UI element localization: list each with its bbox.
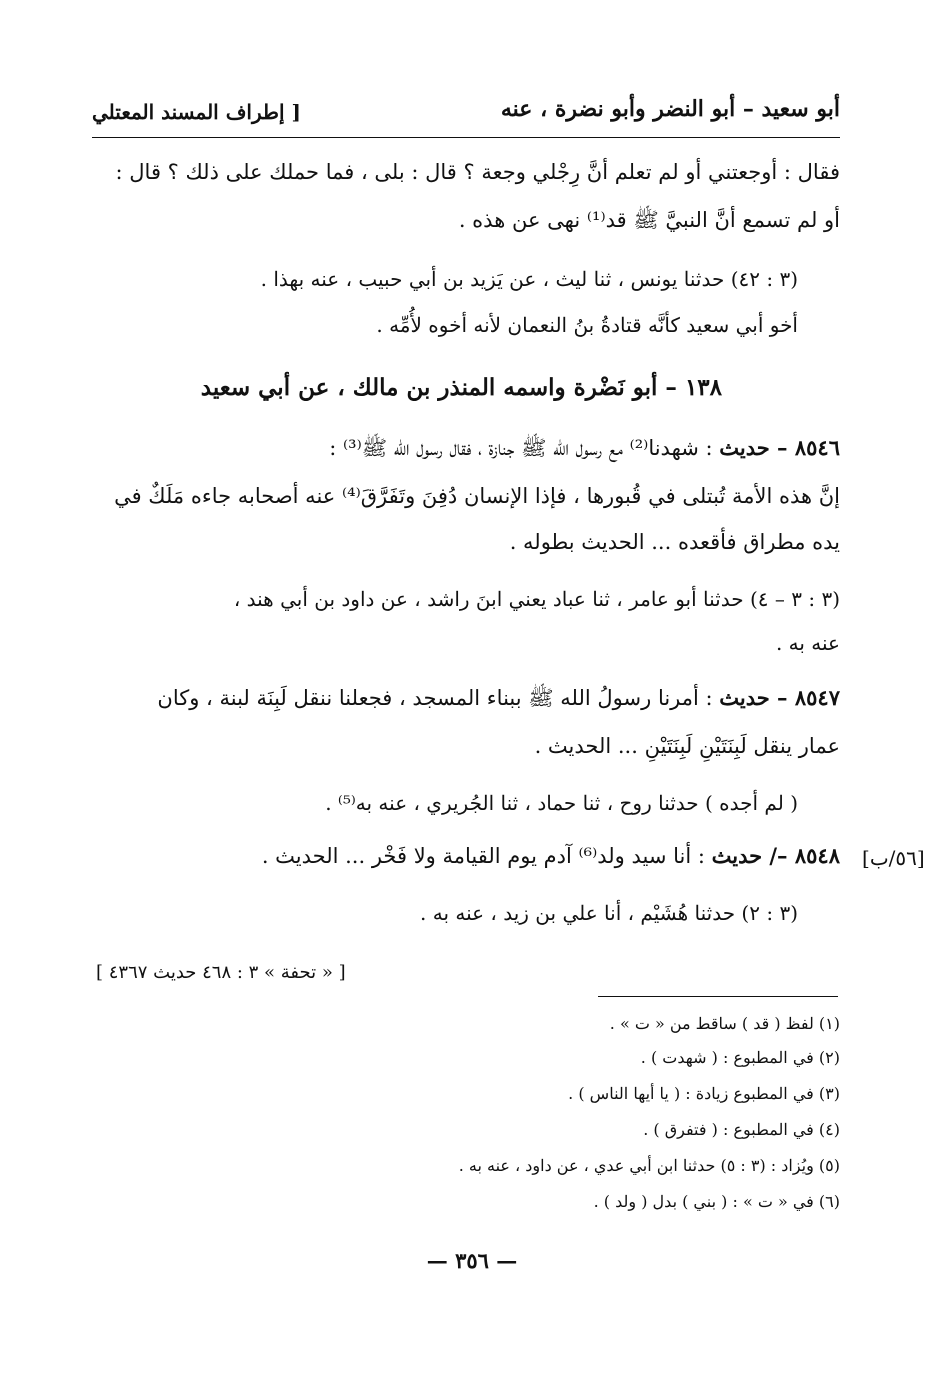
hadith-text: : شهدنا⁽²⁾ مع رسول الله ﷺ جنازة ، فقال رسول الله ﷺ⁽³⁾ :: [329, 436, 720, 460]
tuhfa-reference: [ « تحفة » ٣ : ٤٦٨ حديث ٤٣٦٧ ]: [96, 962, 346, 983]
isnad-line: عنه به .: [775, 631, 840, 655]
footnote: (٥) ويُزاد : (٣ : ٥) حدثنا ابن أبي عدي ، عن داود ، عنه به .: [458, 1156, 840, 1175]
isnad-line: أخو أبي سعيد كأنَّه قتادةُ بنُ النعمان لأنه أخوه لأُمِّه .: [376, 313, 798, 337]
body-line: عمار ينقل لَبِنَتَيْنِ لَبِنَتَيْنِ ... الحديث .: [534, 734, 840, 758]
page-number: — ٣٥٦ —: [426, 1248, 518, 1273]
isnad-line: (٣ : ٤٢) حدثنا يونس ، ثنا ليث ، عن يَزيد بن أبي حبيب ، عنه بهذا .: [260, 267, 798, 291]
body-line: إنَّ هذه الأمة تُبتلى في قُبورها ، فإذا الإنسان دُفِنَ وتَفَرَّقَ⁽⁴⁾ عنه أصحابه جاءه مَلَكٌ في: [114, 484, 840, 508]
hadith-number: ٨٥٤٨ –/ حديث: [711, 843, 840, 868]
section-heading: ١٣٨ – أبو نَضْرة واسمه المنذر بن مالك ، عن أبي سعيد: [200, 374, 722, 401]
isnad-line: (٣ : ٢) حدثنا هُشَيْم ، أنا علي بن زيد ، عنه به .: [420, 901, 798, 925]
body-line: أو لم تسمع أنَّ النبيَّ ﷺ قد⁽¹⁾ نهى عن هذه .: [458, 208, 840, 232]
footnote: (١) لفظ ( قد ) ساقط من « ت » .: [609, 1014, 840, 1033]
footnote-divider: [598, 996, 838, 997]
running-header-title: أبو سعيد – أبو النضر وأبو نضرة ، عنه: [500, 96, 840, 122]
body-line: يده مطراق فأقعده ... الحديث بطوله .: [509, 530, 840, 554]
hadith-text: : أنا سيد ولد⁽⁶⁾ آدم يوم القيامة ولا فَخْر ... الحديث .: [261, 844, 712, 868]
isnad-line: (٣ : ٣ – ٤) حدثنا أبو عامر ، ثنا عباد يعني ابنَ راشد ، عن داود بن أبي هند ،: [233, 587, 840, 611]
body-line: فقال : أوجعتني أو لم تعلم أنَّ رِجْلي وجعة ؟ قال : بلى ، فما حملك على ذلك ؟ قال :: [115, 160, 840, 184]
hadith-text: : أمرنا رسولُ الله ﷺ ببناء المسجد ، فجعلنا ننقل لَبِنَة لبنة ، وكان: [157, 686, 720, 710]
hadith-entry-8547: [157, 686, 840, 710]
footnote: (٢) في المطبوع : ( شهدت ) .: [640, 1048, 840, 1067]
running-header-book: [ إطراف المسند المعتلي: [92, 100, 301, 124]
footnote: (٦) في « ت » : ( بني ) بدل ( ولد ) .: [593, 1192, 840, 1211]
manuscript-folio-marker: [٥٦/ب]: [862, 846, 925, 870]
hadith-number: ٨٥٤٦ – حديث: [719, 435, 840, 460]
hadith-entry-8548: [262, 844, 840, 868]
header-divider: [92, 137, 840, 138]
isnad-line: ( لم أجده ) حدثنا روح ، ثنا حماد ، ثنا الجُريري ، عنه به⁽⁵⁾ .: [325, 791, 798, 815]
hadith-number: ٨٥٤٧ – حديث: [719, 685, 840, 710]
footnote: (٣) في المطبوع زيادة : ( يا أيها الناس ) .: [568, 1084, 840, 1103]
footnote: (٤) في المطبوع : ( فتفرق ) .: [643, 1120, 840, 1139]
hadith-entry-8546: [329, 436, 840, 460]
